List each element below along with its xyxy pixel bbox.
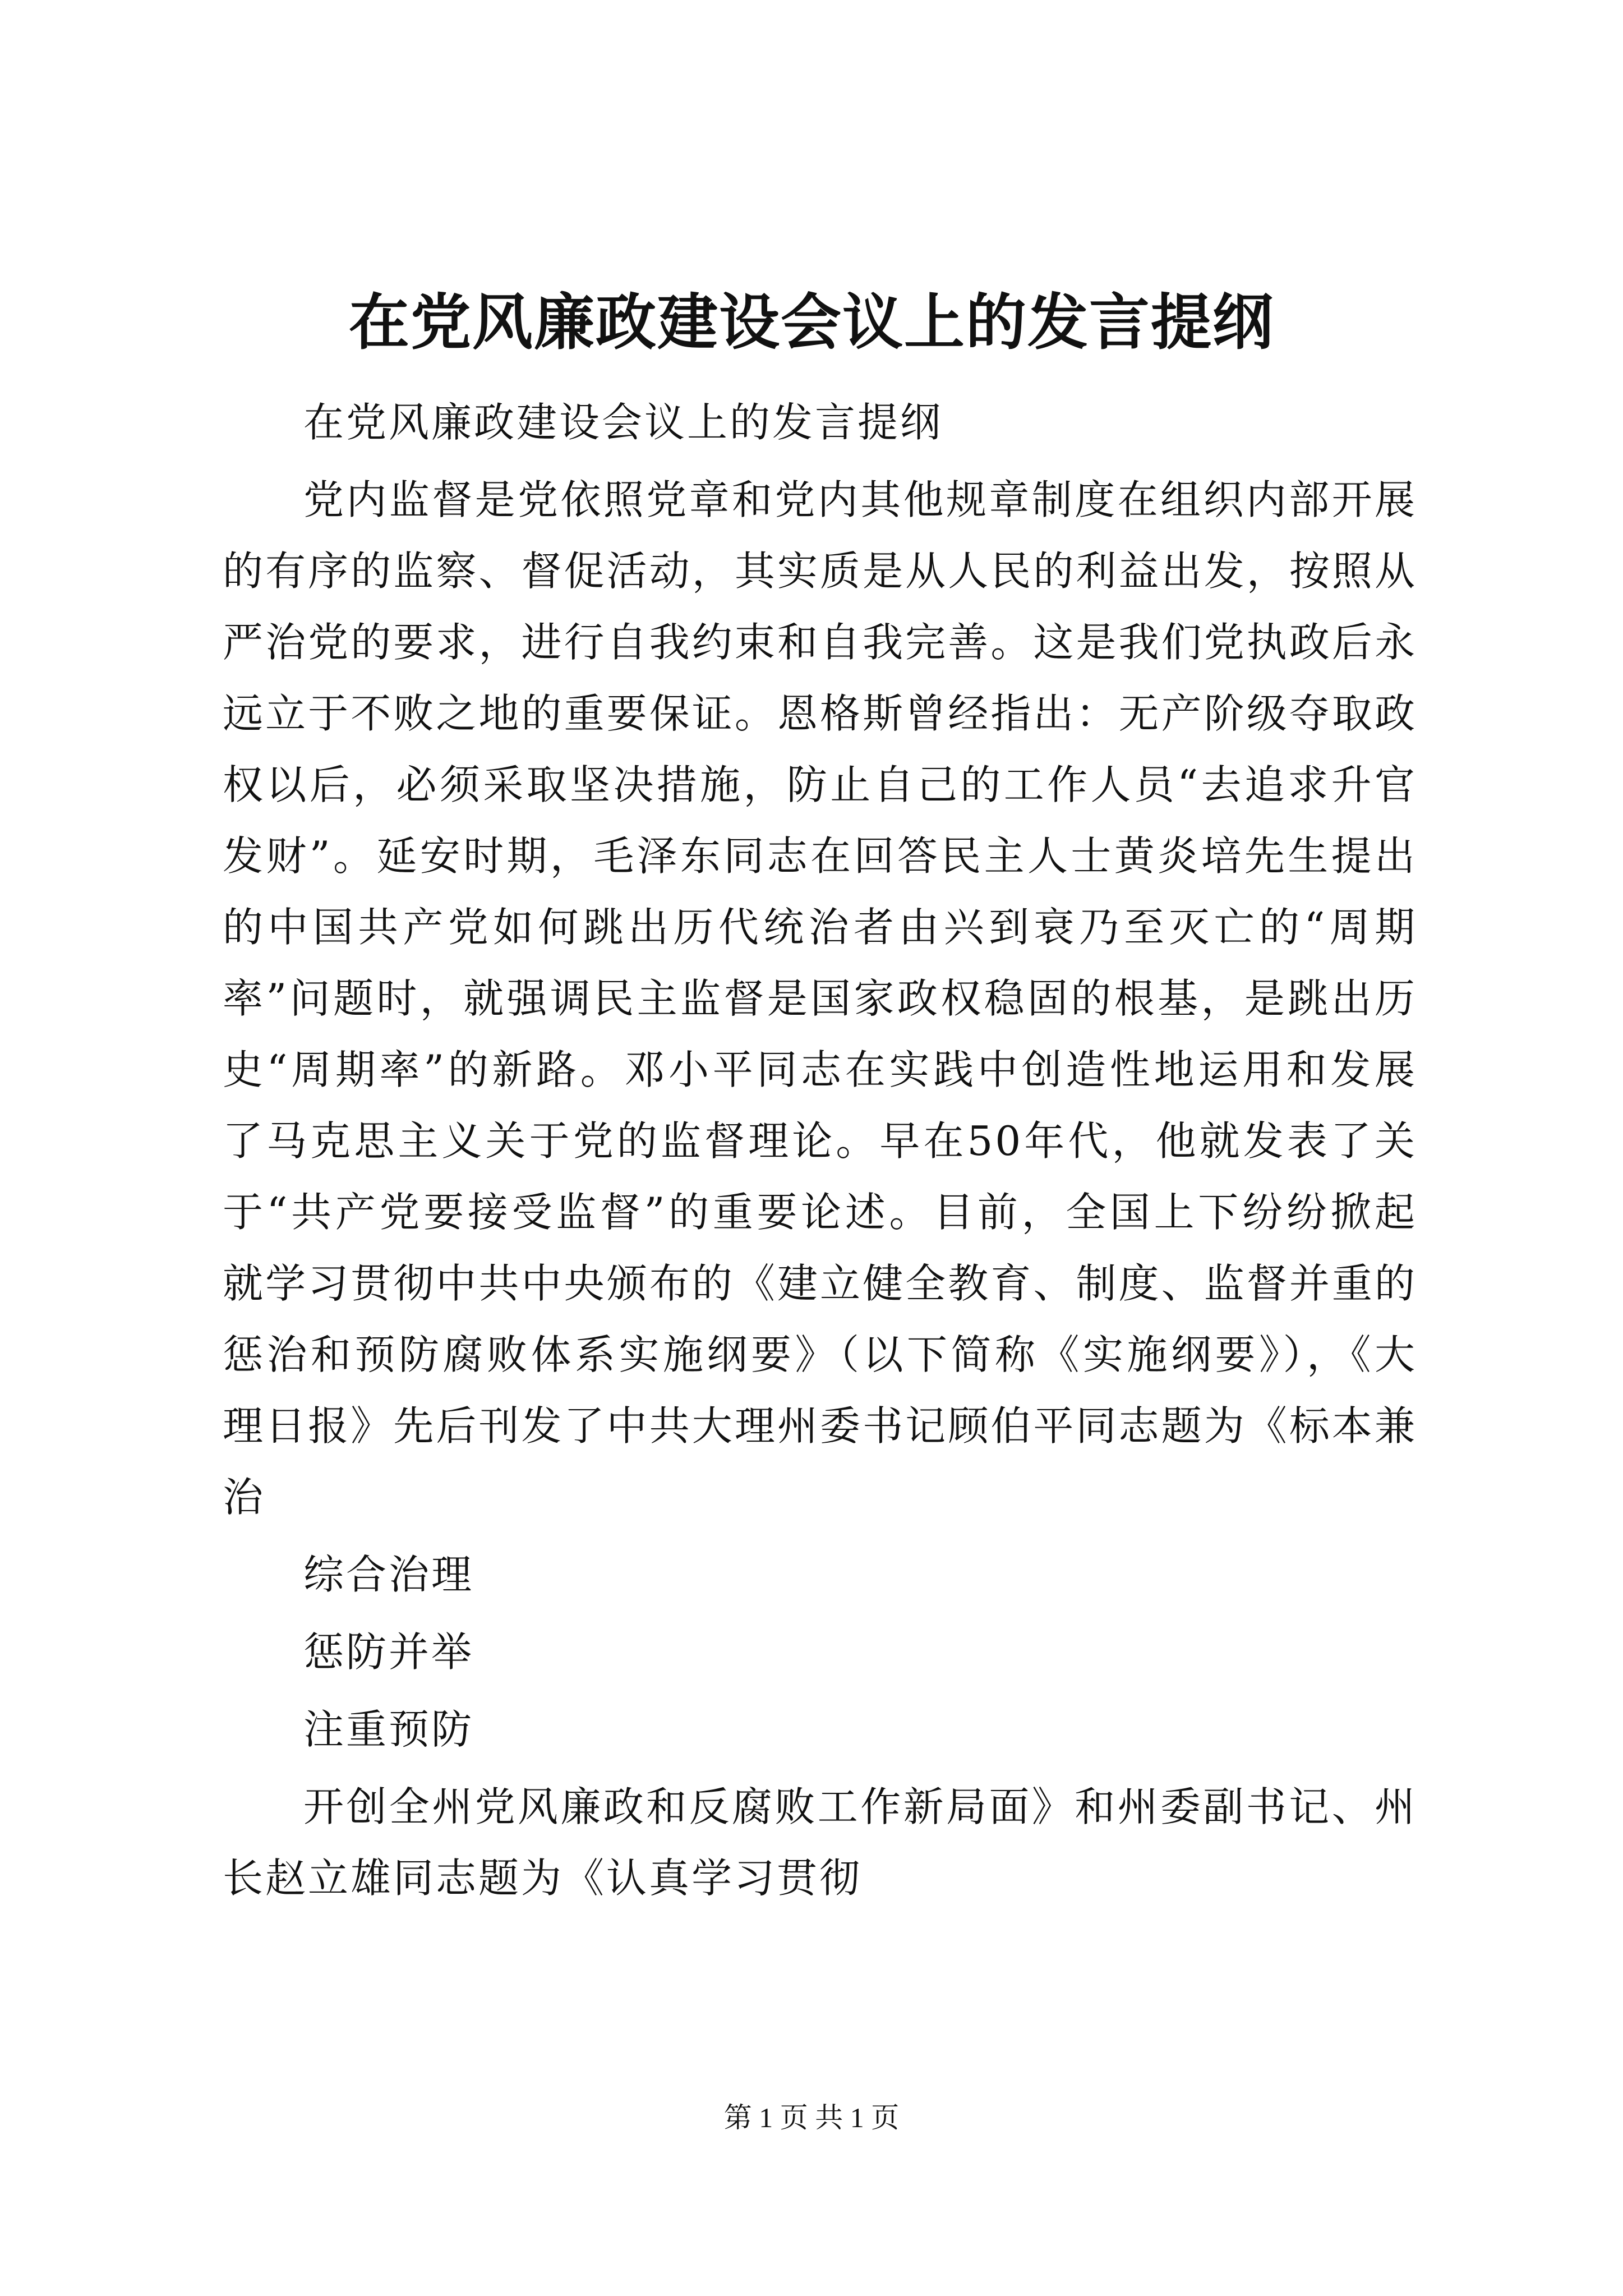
page-number-footer: 第 1 页 共 1 页 — [723, 2102, 900, 2133]
paragraph-subtitle: 在党风廉政建设会议上的发言提纲 — [303, 399, 943, 446]
paragraph-item: 综合治理 — [303, 1551, 474, 1598]
document-title: 在党风廉政建设会议上的发言提纲 — [348, 287, 1274, 358]
paragraph-item: 注重预防 — [303, 1706, 474, 1753]
document-body — [223, 387, 1417, 1914]
paragraph-main: 党内监督是党依照党章和党内其他规章制度在组织内部开展的有序的监察、督促活动，其实质是从人民的利益出发，按照从严治党的要求，进行自我约束和自我完善。这是我们党执政后永远立于不败之地的重要保证。恩格斯曾经指出：无产阶级夺取政权以后，必须采取坚决措施，防止自己的工作人员“去追求升官发财”。延安时期，毛泽东同志在回答民主人士黄炎培先生提出的中国共产党如何跳出历代统治者由兴到衰乃至灭亡的“周期率”问题时，就强调民主监督是国家政权稳固的根基，是跳出历史“周期率”的新路。邓小平同志在实践中创造性地运用和发展了马克思主义关于党的监督理论。早在50年代，他就发表了关于“共产党要接受监督”的重要论述。目前，全国上下纷纷掀起就学习贯彻中共中央颁布的《建立健全教育、制度、监督并重的惩治和预防腐败体系实施纲要》（以下简称《实施纲要》），《大理日报》先后刊发了中共大理州委书记顾伯平同志题为《标本兼治 — [223, 476, 1417, 1521]
paragraph-item: 惩防并举 — [303, 1628, 474, 1676]
paragraph-continuation: 开创全州党风廉政和反腐败工作新局面》和州委副书记、州长赵立雄同志题为《认真学习贯彻 — [223, 1783, 1417, 1902]
